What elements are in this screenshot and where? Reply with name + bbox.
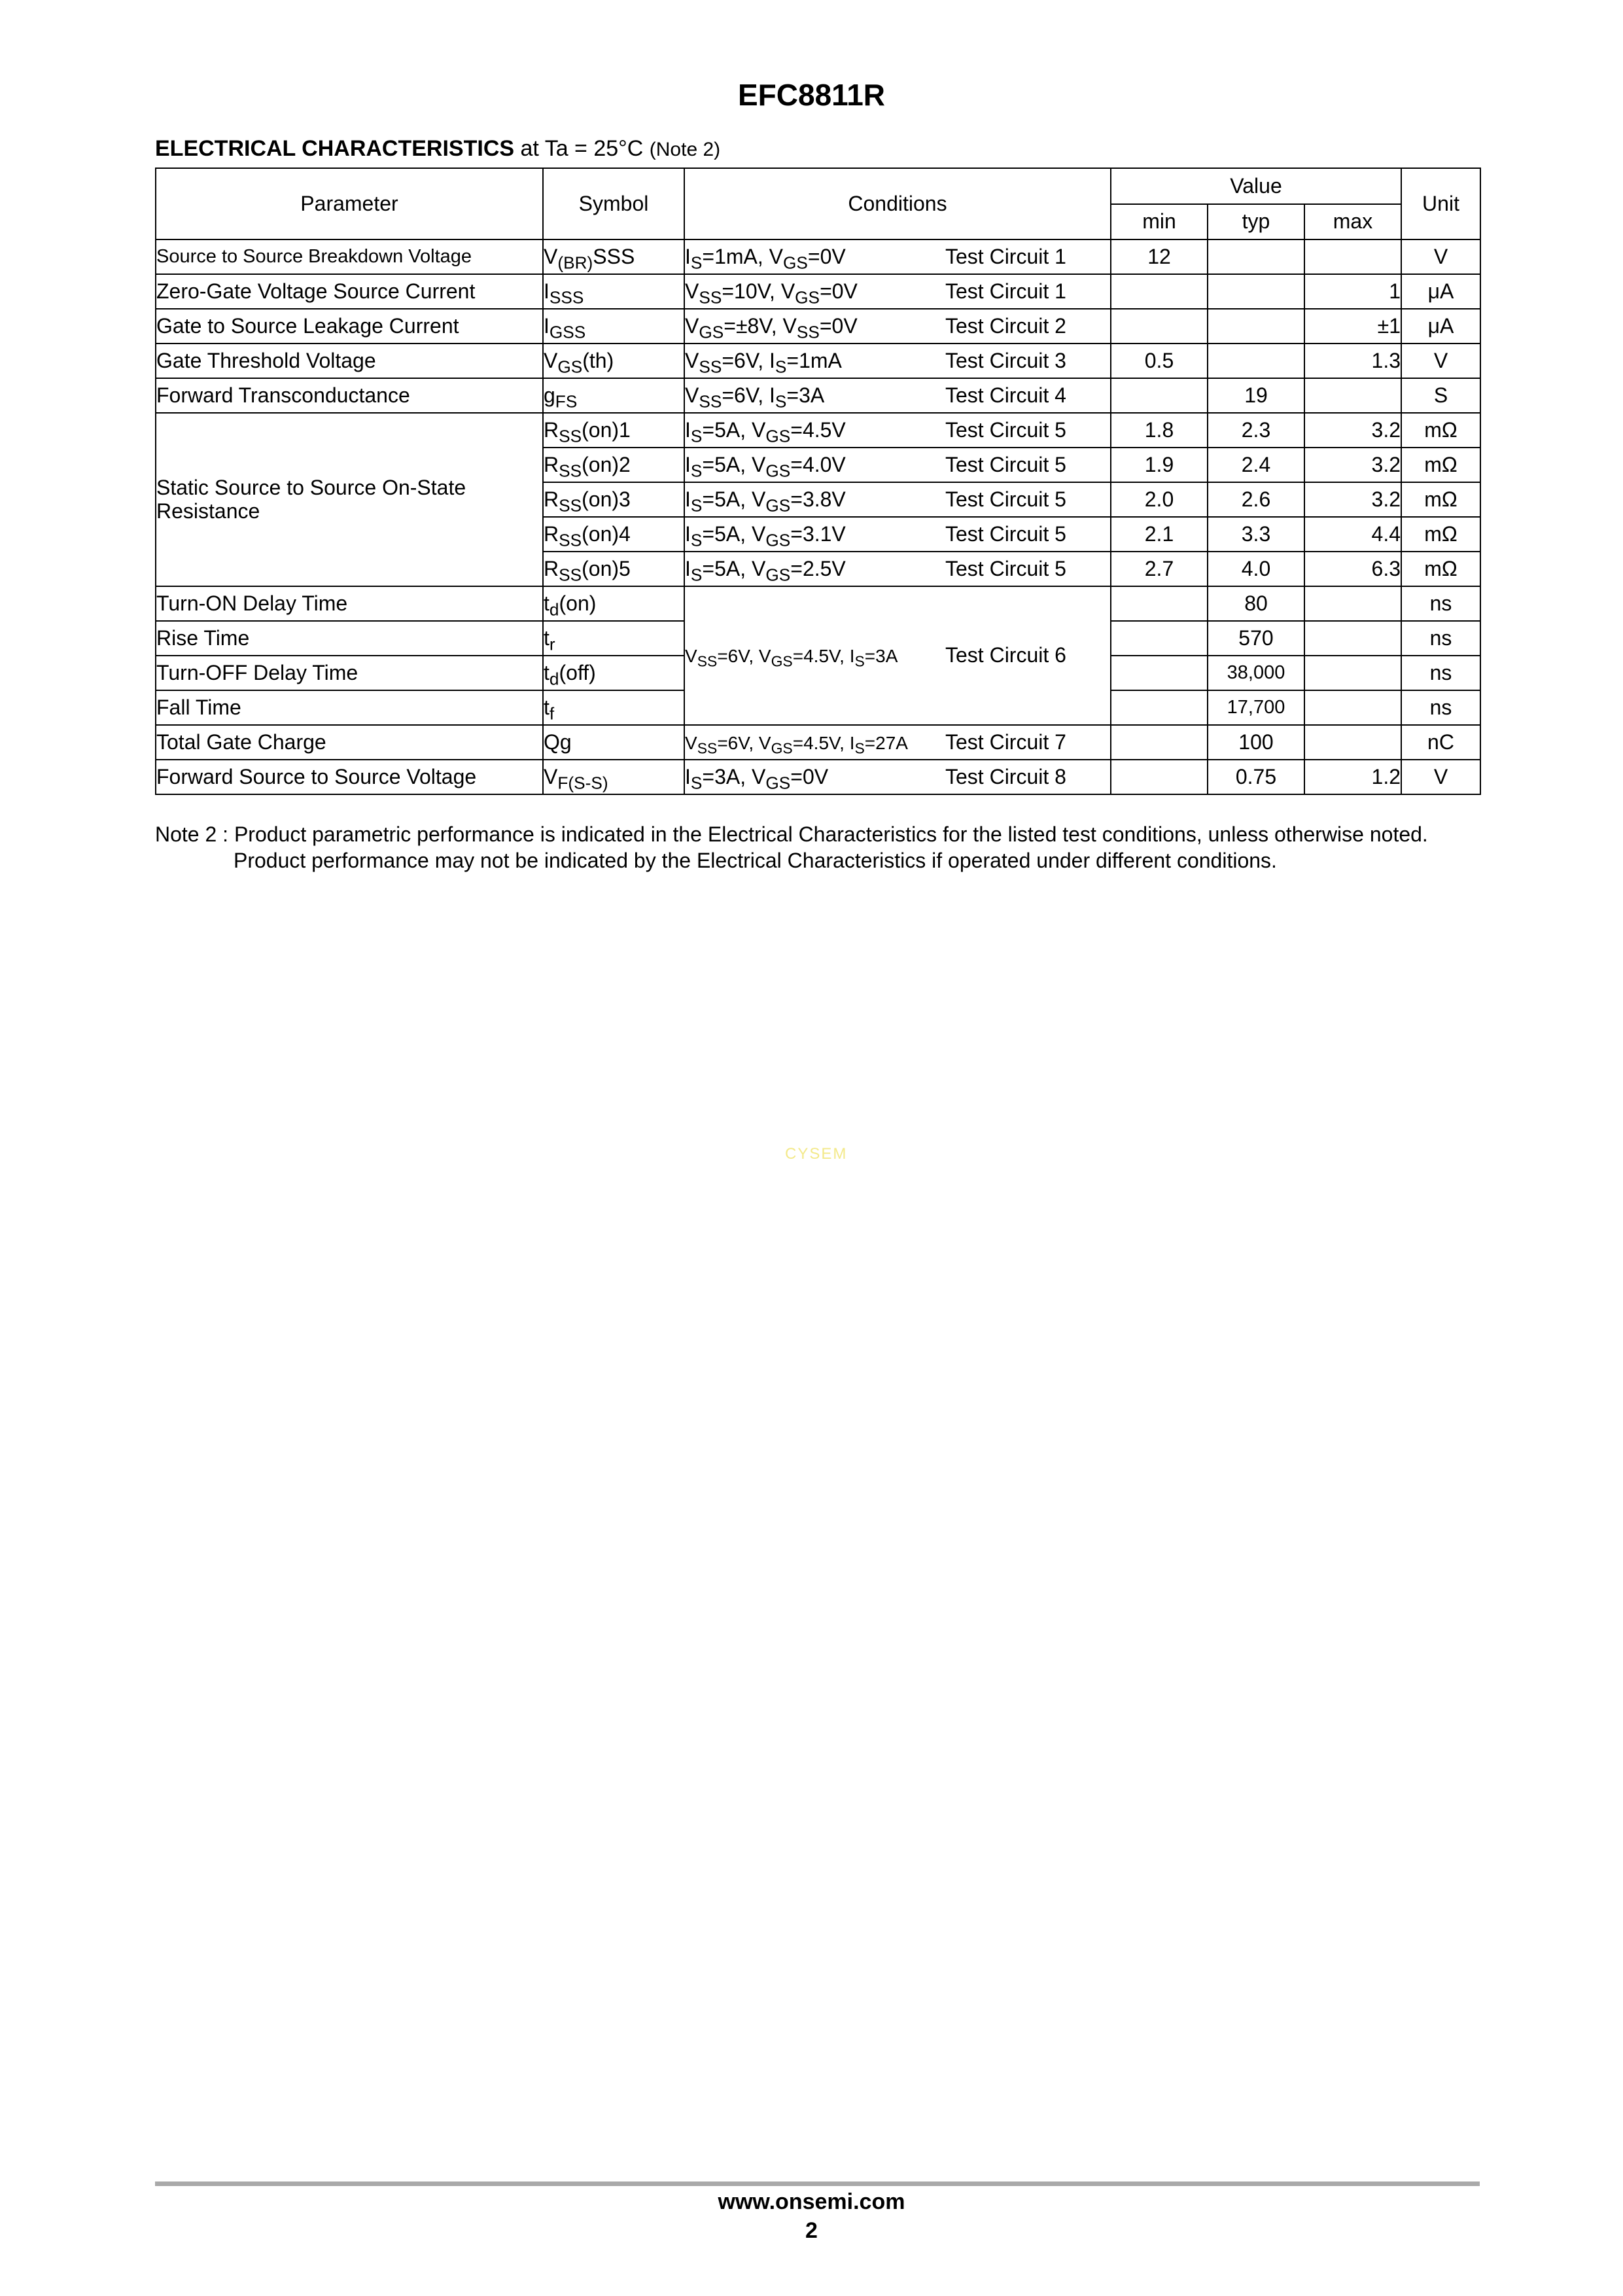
parameter-cell: Forward Transconductance xyxy=(156,378,543,413)
watermark: CYSEM xyxy=(785,1145,848,1163)
table-row xyxy=(156,274,1480,309)
conditions-cell-switching: $V_{SS}=6V$, $V_{GS}=4.5V$, $I_S=3A$ Test Circuit 6 xyxy=(684,586,1111,725)
test-circuit: Test Circuit 6 xyxy=(945,643,1066,667)
min-cell: 1.8 xyxy=(1111,413,1208,448)
symbol-cell: $R_{SS}(on)1$ xyxy=(543,413,684,448)
parameter-cell: Zero-Gate Voltage Source Current xyxy=(156,274,543,309)
unit-cell: μA xyxy=(1401,274,1480,309)
parameter-cell: Turn-ON Delay Time xyxy=(156,586,543,621)
symbol-cell: $V_{(BR)}SSS$ xyxy=(543,239,684,274)
parameter-cell: Gate to Source Leakage Current xyxy=(156,309,543,344)
symbol-cell: $g_{FS}$ xyxy=(543,378,684,413)
unit-cell: ns xyxy=(1401,586,1480,621)
symbol-cell: $t_d(on)$ xyxy=(543,586,684,621)
min-cell xyxy=(1111,586,1208,621)
unit-cell: ns xyxy=(1401,656,1480,690)
parameter-cell: Rise Time xyxy=(156,621,543,656)
typ-cell: 17,700 xyxy=(1208,690,1304,725)
parameter-line: Resistance xyxy=(156,499,260,523)
section-condition: at Ta = 25°C xyxy=(520,136,644,161)
unit-cell: mΩ xyxy=(1401,482,1480,517)
max-cell: 4.4 xyxy=(1304,517,1401,552)
min-cell xyxy=(1111,621,1208,656)
typ-cell: 2.4 xyxy=(1208,448,1304,482)
typ-cell: 0.75 xyxy=(1208,760,1304,794)
max-cell: 3.2 xyxy=(1304,482,1401,517)
min-cell xyxy=(1111,309,1208,344)
min-cell xyxy=(1111,725,1208,760)
parameter-cell-on-resistance xyxy=(156,413,543,586)
max-cell xyxy=(1304,725,1401,760)
max-cell: 1.2 xyxy=(1304,760,1401,794)
header-symbol: Symbol xyxy=(543,168,684,239)
min-cell xyxy=(1111,656,1208,690)
test-circuit: Test Circuit 7 xyxy=(945,730,1066,754)
max-cell xyxy=(1304,239,1401,274)
conditions-cell: $V_{GS}=\pm 8V$, $V_{SS}=0V$ Test Circuit 2 xyxy=(684,309,1111,344)
section-note-ref: (Note 2) xyxy=(649,139,721,160)
conditions-cell: $I_S=5A$, $V_{GS}=3.8V$ Test Circuit 5 xyxy=(684,482,1111,517)
header-max: max xyxy=(1304,204,1401,239)
conditions-cell: $V_{SS}=6V$, $V_{GS}=4.5V$, $I_S=27A$ Test Circuit 7 xyxy=(684,725,1111,760)
unit-cell: μA xyxy=(1401,309,1480,344)
conditions-cell: $I_S=5A$, $V_{GS}=2.5V$ Test Circuit 5 xyxy=(684,552,1111,586)
unit-cell: S xyxy=(1401,378,1480,413)
conditions-cell: $I_S=5A$, $V_{GS}=4.0V$ Test Circuit 5 xyxy=(684,448,1111,482)
typ-cell: 38,000 xyxy=(1208,656,1304,690)
typ-cell: 570 xyxy=(1208,621,1304,656)
min-cell xyxy=(1111,378,1208,413)
header-unit: Unit xyxy=(1401,168,1480,239)
min-cell xyxy=(1111,760,1208,794)
typ-cell: 3.3 xyxy=(1208,517,1304,552)
parameter-cell: Source to Source Breakdown Voltage xyxy=(156,239,543,274)
note-line-1: Note 2 : Product parametric performance is indicated in the Electrical Characteristics for the listed test conditions, unless otherwise noted. xyxy=(155,822,1428,846)
header-conditions: Conditions xyxy=(684,168,1111,239)
table-row xyxy=(156,239,1480,274)
typ-cell xyxy=(1208,274,1304,309)
min-cell: 12 xyxy=(1111,239,1208,274)
header-min: min xyxy=(1111,204,1208,239)
test-circuit: Test Circuit 1 xyxy=(945,279,1066,303)
min-cell xyxy=(1111,274,1208,309)
table-row xyxy=(156,378,1480,413)
max-cell: ±1 xyxy=(1304,309,1401,344)
symbol-cell: $R_{SS}(on)3$ xyxy=(543,482,684,517)
symbol-cell: $t_d(off)$ xyxy=(543,656,684,690)
min-cell: 2.1 xyxy=(1111,517,1208,552)
test-circuit: Test Circuit 5 xyxy=(945,487,1066,511)
symbol-cell: $R_{SS}(on)5$ xyxy=(543,552,684,586)
conditions-cell: $I_S=3A$, $V_{GS}=0V$ Test Circuit 8 xyxy=(684,760,1111,794)
conditions-cell: $I_S=5A$, $V_{GS}=4.5V$ Test Circuit 5 xyxy=(684,413,1111,448)
max-cell xyxy=(1304,656,1401,690)
min-cell: 2.0 xyxy=(1111,482,1208,517)
max-cell: 3.2 xyxy=(1304,413,1401,448)
test-circuit: Test Circuit 3 xyxy=(945,348,1066,372)
conditions-cell: $V_{SS}=6V$, $I_S=1mA$ Test Circuit 3 xyxy=(684,344,1111,378)
note-2 xyxy=(155,821,1496,874)
test-circuit: Test Circuit 5 xyxy=(945,452,1066,476)
symbol-cell: $I_{GSS}$ xyxy=(543,309,684,344)
header-typ: typ xyxy=(1208,204,1304,239)
max-cell xyxy=(1304,621,1401,656)
parameter-cell: Turn-OFF Delay Time xyxy=(156,656,543,690)
footer-url[interactable]: www.onsemi.com xyxy=(718,2189,905,2214)
test-circuit: Test Circuit 5 xyxy=(945,521,1066,546)
max-cell xyxy=(1304,690,1401,725)
typ-cell xyxy=(1208,309,1304,344)
header-value: Value xyxy=(1111,168,1401,204)
table-header-row xyxy=(156,168,1480,204)
unit-cell: V xyxy=(1401,344,1480,378)
symbol-cell: $R_{SS}(on)2$ xyxy=(543,448,684,482)
conditions-cell: $V_{SS}=10V$, $V_{GS}=0V$ Test Circuit 1 xyxy=(684,274,1111,309)
min-cell xyxy=(1111,690,1208,725)
header-parameter: Parameter xyxy=(156,168,543,239)
note-line-2: Product performance may not be indicated by the Electrical Characteristics if operated under different conditions. xyxy=(234,849,1277,872)
typ-cell: 2.3 xyxy=(1208,413,1304,448)
typ-cell: 2.6 xyxy=(1208,482,1304,517)
max-cell: 6.3 xyxy=(1304,552,1401,586)
table-row xyxy=(156,413,1480,448)
unit-cell: mΩ xyxy=(1401,552,1480,586)
parameter-line: Static Source to Source On-State xyxy=(156,476,466,500)
test-circuit: Test Circuit 5 xyxy=(945,556,1066,580)
table-row xyxy=(156,309,1480,344)
min-cell: 2.7 xyxy=(1111,552,1208,586)
test-circuit: Test Circuit 1 xyxy=(945,244,1066,268)
unit-cell: mΩ xyxy=(1401,517,1480,552)
unit-cell: V xyxy=(1401,239,1480,274)
max-cell: 1.3 xyxy=(1304,344,1401,378)
max-cell xyxy=(1304,378,1401,413)
typ-cell: 4.0 xyxy=(1208,552,1304,586)
max-cell: 3.2 xyxy=(1304,448,1401,482)
conditions-cell: $V_{SS}=6V$, $I_S=3A$ Test Circuit 4 xyxy=(684,378,1111,413)
unit-cell: mΩ xyxy=(1401,448,1480,482)
typ-cell xyxy=(1208,239,1304,274)
typ-cell: 19 xyxy=(1208,378,1304,413)
table-row xyxy=(156,344,1480,378)
section-title: ELECTRICAL CHARACTERISTICS xyxy=(155,136,515,161)
unit-cell: mΩ xyxy=(1401,413,1480,448)
symbol-cell: $t_f$ xyxy=(543,690,684,725)
min-cell: 0.5 xyxy=(1111,344,1208,378)
test-circuit: Test Circuit 5 xyxy=(945,417,1066,442)
unit-cell: ns xyxy=(1401,621,1480,656)
parameter-cell: Forward Source to Source Voltage xyxy=(156,760,543,794)
symbol-cell: $t_r$ xyxy=(543,621,684,656)
parameter-cell: Fall Time xyxy=(156,690,543,725)
conditions-cell: $I_S=5A$, $V_{GS}=3.1V$ Test Circuit 5 xyxy=(684,517,1111,552)
test-circuit: Test Circuit 8 xyxy=(945,764,1066,788)
symbol-cell: $V_{GS}(th)$ xyxy=(543,344,684,378)
typ-cell xyxy=(1208,344,1304,378)
symbol-cell: $I_{SSS}$ xyxy=(543,274,684,309)
test-circuit: Test Circuit 2 xyxy=(945,313,1066,338)
symbol-cell: Qg xyxy=(543,725,684,760)
max-cell: 1 xyxy=(1304,274,1401,309)
section-heading xyxy=(155,136,720,162)
min-cell: 1.9 xyxy=(1111,448,1208,482)
electrical-characteristics-table xyxy=(155,168,1481,795)
test-circuit: Test Circuit 4 xyxy=(945,383,1066,407)
conditions-cell: $I_S=1mA$, $V_{GS}=0V$ Test Circuit 1 xyxy=(684,239,1111,274)
parameter-cell: Gate Threshold Voltage xyxy=(156,344,543,378)
max-cell xyxy=(1304,586,1401,621)
table-row xyxy=(156,586,1480,621)
typ-cell: 100 xyxy=(1208,725,1304,760)
table-row xyxy=(156,725,1480,760)
table-row xyxy=(156,760,1480,794)
symbol-cell: $R_{SS}(on)4$ xyxy=(543,517,684,552)
page-number: 2 xyxy=(805,2218,818,2243)
unit-cell: V xyxy=(1401,760,1480,794)
unit-cell: nC xyxy=(1401,725,1480,760)
typ-cell: 80 xyxy=(1208,586,1304,621)
footer-divider xyxy=(155,2181,1480,2186)
unit-cell: ns xyxy=(1401,690,1480,725)
symbol-cell: $V_{F(S-S)}$ xyxy=(543,760,684,794)
parameter-cell: Total Gate Charge xyxy=(156,725,543,760)
part-number-title: EFC8811R xyxy=(737,78,885,112)
